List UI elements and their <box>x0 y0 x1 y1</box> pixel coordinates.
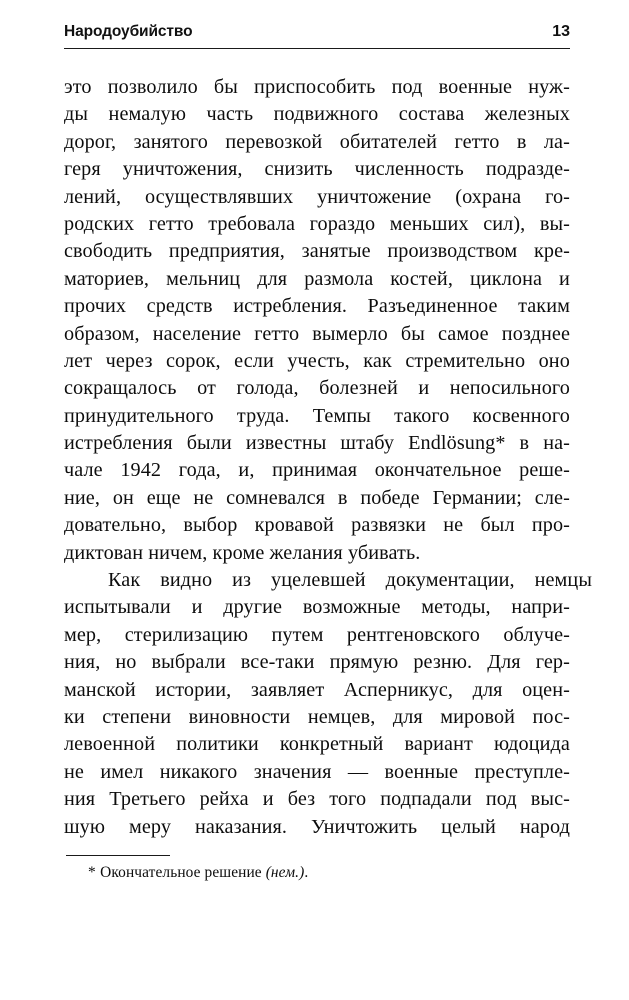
header-rule <box>64 48 570 49</box>
text-line: родских гетто требовала гораздо меньших сил), вы- <box>64 212 570 235</box>
footnote <box>88 862 568 884</box>
text-line: манской истории, заявляет Асперникус, для оцен- <box>64 678 570 701</box>
text-line: испытывали и другие возможные методы, напри- <box>64 596 570 619</box>
running-header <box>64 22 570 48</box>
footnote-language-note: (нем.) <box>265 864 305 881</box>
text-line: левоенной политики конкретный вариант юдоцида <box>64 733 570 756</box>
text-line: образом, население гетто вымерло бы самое позднее <box>64 322 570 345</box>
text-line: лений, осуществлявших уничтожение (охрана го- <box>64 185 570 208</box>
body-text-block <box>64 74 592 841</box>
text-line: свободить предприятия, занятые производством кре- <box>64 240 570 263</box>
footnote-text: Окончательное решение <box>100 864 262 881</box>
text-line: геря уничтожения, снизить численность подразде- <box>64 158 570 181</box>
text-line: Как видно из уцелевшей документации, немцы <box>108 569 592 592</box>
text-line: не имел никакого значения — военные преступле- <box>64 760 570 783</box>
page-number: 13 <box>552 23 570 40</box>
text-line: ния Третьего рейха и без того подпадали под выс- <box>64 788 570 811</box>
text-line: ния, но выбрали все-таки прямую резню. Для гер- <box>64 651 570 674</box>
text-line: ки степени виновности немцев, для мировой пос- <box>64 705 570 728</box>
text-line: прочих средств истребления. Разъединенное таким <box>64 295 570 318</box>
text-line: лет через сорок, если учесть, как стремительно оно <box>64 349 570 372</box>
running-header-title: Народоубийство <box>64 23 193 40</box>
text-line: мер, стерилизацию путем рентгеновского облуче- <box>64 623 570 646</box>
text-line: чале 1942 года, и, принимая окончательное реше- <box>64 459 570 482</box>
footnote-terminator: . <box>304 864 309 881</box>
text-line: это позволило бы приспособить под военные нуж- <box>64 76 570 98</box>
text-line: ды немалую часть подвижного состава железных <box>64 103 570 126</box>
text-line: шую меру наказания. Уничтожить целый народ <box>64 815 570 838</box>
text-line: истребления были известны штабу Endlösung* в на- <box>64 432 570 455</box>
text-line: ние, он еще не сомневался в победе Германии; сле- <box>64 486 570 509</box>
text-line: маториев, мельниц для размола костей, циклона и <box>64 267 570 290</box>
text-line: дорог, занятого перевозкой обитателей гетто в ла- <box>64 130 570 153</box>
text-line: принудительного труда. Темпы такого косвенного <box>64 404 570 427</box>
footnote-separator-rule <box>66 855 170 856</box>
text-line: довательно, выбор кровавой развязки не был про- <box>64 514 570 537</box>
text-line: сокращалось от голода, болезней и непосильного <box>64 377 570 400</box>
text-line: диктован ничем, кроме желания убивать. <box>64 541 421 564</box>
footnote-marker: * <box>88 864 97 881</box>
